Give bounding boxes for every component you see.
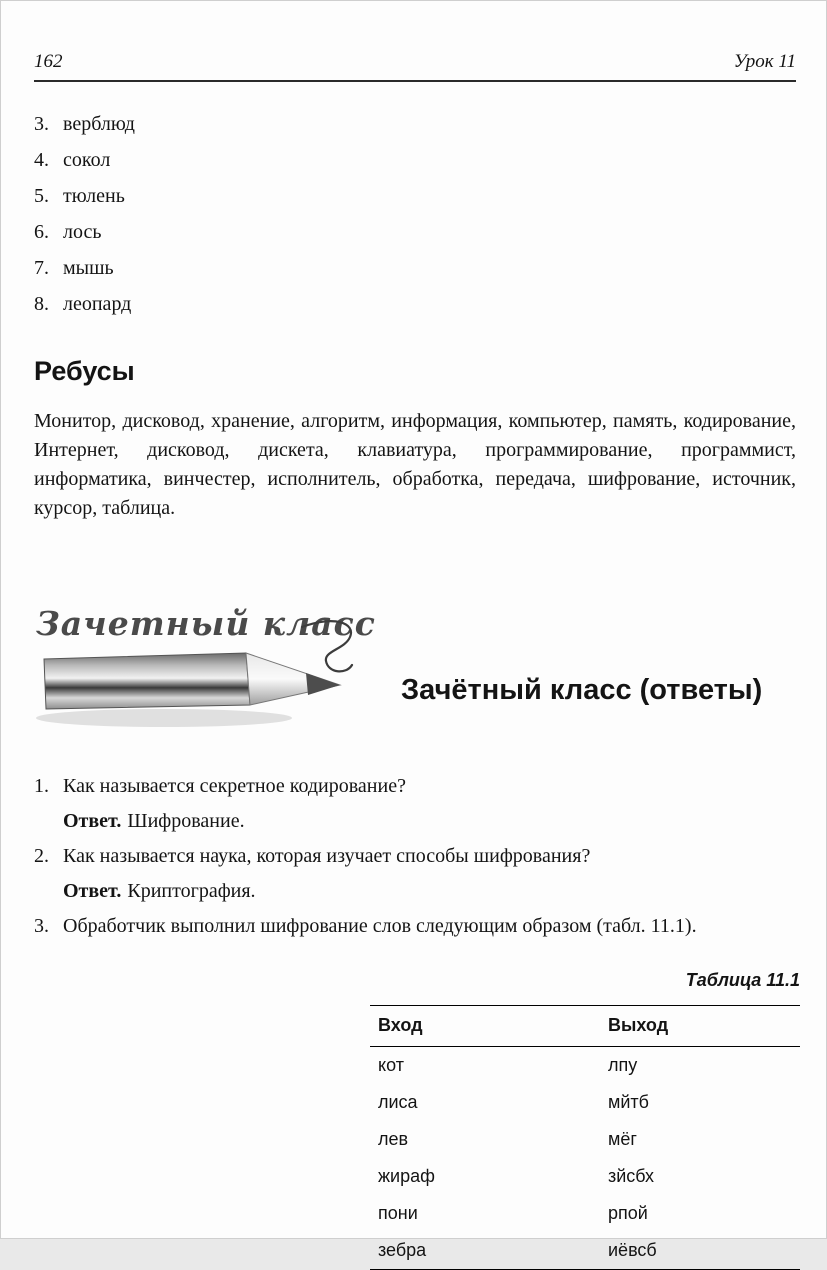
section-title: Зачётный класс (ответы) [401,674,763,706]
pencil-shadow [36,709,292,727]
table-cell-input: пони [378,1203,418,1223]
cipher-table-body [370,1047,800,1270]
qa-answer [63,804,796,839]
qa-question-text: Как называется наука, которая изучает способы шифрования? [63,845,591,867]
pencil-graphite [306,673,340,695]
table-cell-output: зйсбх [608,1166,655,1186]
list-item [34,250,796,286]
list-item-number: 3. [34,113,49,135]
qa-answer-label: Ответ. [63,810,122,832]
list-item [34,142,796,178]
cipher-table-head [370,1006,800,1047]
table-cell-output: иёвсб [600,1232,800,1270]
list-item-text: лось [63,221,102,243]
list-item-number: 7. [34,257,49,279]
cipher-table [370,1005,800,1270]
list-item [34,178,796,214]
lesson-label: Урок 11 [733,51,796,72]
table-caption: Таблица 11.1 [685,970,800,990]
table-header-row [370,1006,800,1047]
qa-question [34,909,796,944]
table-header-input: Вход [370,1006,600,1047]
qa-question-text: Как называется секретное кодирование? [63,775,406,797]
list-item-text: мышь [63,257,114,279]
qa-question-text: Обработчик выполнил шифрование слов следующим образом (табл. 11.1). [63,915,697,937]
table-header-output: Выход [600,1006,800,1047]
qa-answer-label: Ответ. [63,880,122,902]
pencil-illustration [34,601,379,733]
table-cell-output: мйтб [608,1092,649,1112]
qa-question [34,769,796,804]
list-item-text: сокол [63,149,111,171]
table-cell-input: жираф [378,1166,435,1186]
qa-number: 3. [34,915,49,937]
page-header [34,51,796,73]
pencil-body [44,653,250,709]
list-item-number: 6. [34,221,49,243]
table-row [370,1047,800,1085]
table-cell-input: лев [378,1129,409,1149]
table-cell-output: лпу [608,1055,638,1075]
table-cell-output: рпой [608,1203,648,1223]
list-item-number: 8. [34,293,49,315]
qa-number: 2. [34,845,49,867]
test-class-banner [34,601,796,733]
table-row [370,1195,800,1232]
qa-question [34,839,796,874]
list-item [34,214,796,250]
header-rule [34,80,796,82]
table-row [370,1084,800,1121]
table-cell-input: кот [378,1055,404,1075]
script-text: Зачетный класс [36,604,376,643]
list-item-text: верблюд [63,113,135,135]
list-item-number: 5. [34,185,49,207]
table-row [370,1121,800,1158]
qa-number: 1. [34,775,49,797]
table-row [370,1158,800,1195]
rebus-word-list: Монитор, дисковод, хранение, алгоритм, информация, компьютер, память, кодирование, Интернет, дисковод, дискета, клавиатура, программирование, программист, информатика, винчестер, исполнитель, обработка, передача, шифрование, источник, курсор, таблица. [34,410,796,519]
qa-answer-text: Криптография. [127,880,256,902]
page-number: 162 [34,51,63,72]
list-item [34,286,796,322]
pencil-icon [34,601,379,733]
rebus-heading: Ребусы [34,356,135,386]
qa-answer-text: Шифрование. [127,810,245,832]
animal-list [34,106,796,322]
list-item-text: леопард [63,293,132,315]
table-cell-output: мёг [608,1129,637,1149]
qa-list [34,769,796,944]
table-row [370,1232,800,1270]
list-item [34,106,796,142]
list-item-text: тюлень [63,185,125,207]
qa-answer [63,874,796,909]
table-cell-input: зебра [370,1232,600,1270]
table-cell-input: лиса [378,1092,418,1112]
list-item-number: 4. [34,149,49,171]
